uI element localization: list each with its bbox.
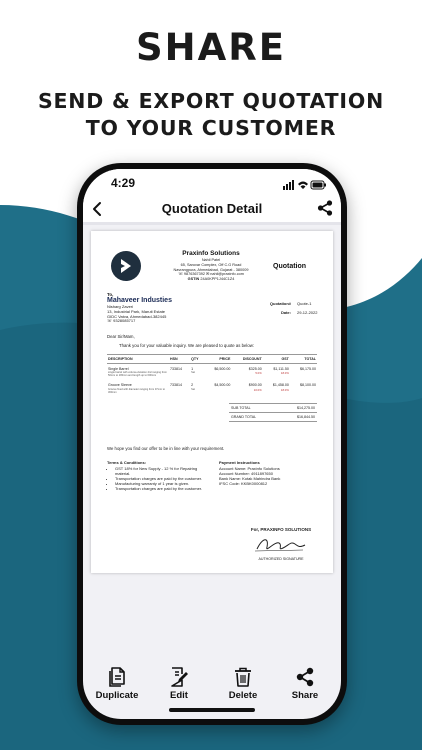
payment-block bbox=[219, 460, 319, 486]
item-gst-pct: 18.0% bbox=[280, 387, 289, 392]
item-unit: Set bbox=[191, 387, 195, 391]
col-description: DESCRIPTION bbox=[107, 355, 169, 364]
company-info bbox=[151, 250, 271, 282]
quotation-date: 29-12-2022 bbox=[297, 310, 318, 315]
col-discount: DISCOUNT bbox=[231, 355, 262, 364]
col-gst: GST bbox=[263, 355, 290, 364]
item-discount: $325.00 bbox=[248, 367, 262, 372]
signature-scribble-icon bbox=[253, 535, 309, 555]
quotation-number: Quote-1 bbox=[297, 301, 312, 306]
signal-wifi-battery-icon bbox=[283, 180, 327, 190]
delete-label: Delete bbox=[228, 690, 258, 701]
page-title: Quotation Detail bbox=[161, 201, 263, 216]
item-hsn: 733814 bbox=[170, 383, 182, 388]
customer-contact: Nisharg Zaveri bbox=[107, 304, 134, 309]
salutation: Dear Sir/Mam, bbox=[107, 334, 135, 339]
signature-block bbox=[241, 527, 321, 562]
item-gst-pct: 18.0% bbox=[280, 371, 289, 376]
totals bbox=[229, 403, 317, 422]
col-hsn: HSN bbox=[169, 355, 190, 364]
item-price: $4,500.00 bbox=[214, 383, 231, 388]
headline-title: SHARE bbox=[135, 26, 286, 69]
grand-total-row bbox=[229, 412, 317, 422]
payment-title: Payment Instructions bbox=[219, 460, 260, 465]
customer-block bbox=[107, 292, 172, 324]
payment-line: IFSC Code: KKBK0000812 bbox=[219, 481, 268, 486]
edit-icon bbox=[170, 667, 188, 687]
company-contact: Nahil Patel bbox=[201, 258, 221, 262]
item-name: Groove Sleeve bbox=[108, 383, 132, 388]
terms-item: • Manufacturing warranty of 1 year is given. bbox=[115, 481, 202, 486]
item-qty: 1 bbox=[191, 367, 194, 372]
subtotal-value: $14,275.00 bbox=[297, 406, 315, 410]
home-indicator bbox=[169, 708, 255, 712]
signature-label: AUTHORIZED SIGNATURE bbox=[258, 557, 304, 561]
customer-name: Mahaveer Industies bbox=[107, 297, 172, 304]
payment-line: Account Name: Praxinfo Solutions bbox=[219, 466, 280, 471]
status-time: 4:29 bbox=[111, 176, 136, 190]
item-discount: $900.00 bbox=[248, 383, 262, 388]
edit-button[interactable] bbox=[151, 667, 207, 701]
headline-subtitle-line1: SEND & EXPORT QUOTATION bbox=[37, 89, 385, 113]
company-logo bbox=[111, 251, 141, 281]
subtotal-row bbox=[229, 403, 317, 412]
edit-label: Edit bbox=[170, 690, 188, 701]
share-icon[interactable] bbox=[317, 200, 333, 221]
item-discount-pct: 10.0% bbox=[253, 387, 262, 392]
subtotal-label: SUB TOTAL bbox=[231, 406, 251, 410]
company-phone-email: ☏ 9876367392 ✉ nahil@praxinfo.com bbox=[178, 272, 244, 277]
items-table bbox=[107, 354, 317, 397]
grand-total-label: GRAND TOTAL bbox=[231, 415, 257, 419]
signature-for: For, PRAXINFO SOLUTIONS bbox=[250, 527, 312, 532]
payment-line: Account Number: 4911897650 bbox=[219, 471, 273, 476]
gstin-label: GSTIN bbox=[187, 277, 200, 282]
share-button[interactable] bbox=[277, 667, 333, 701]
item-hsn: 733814 bbox=[170, 367, 182, 372]
phone-frame bbox=[77, 163, 347, 725]
item-qty: 2 bbox=[191, 383, 194, 388]
company-name: Praxinfo Solutions bbox=[182, 250, 240, 257]
item-total: $6,175.00 bbox=[300, 367, 316, 372]
item-gst: $1,111.50 bbox=[273, 367, 289, 372]
duplicate-button[interactable] bbox=[89, 667, 145, 701]
col-total: TOTAL bbox=[290, 355, 317, 364]
bottom-toolbar bbox=[83, 637, 341, 719]
item-note: single barrel with volume-duration 4ml ranging from 50mm to 180mm and length up to 600mm bbox=[108, 371, 167, 378]
customer-address-1: 13, Industrial Park, Maruti Estate bbox=[107, 308, 166, 314]
headline bbox=[0, 26, 422, 142]
terms-title: Terms & Conditions: bbox=[107, 460, 147, 465]
company-address-1: 65, Sarovar Complex, Off C.G Road bbox=[180, 262, 242, 267]
terms-block bbox=[107, 460, 202, 491]
logo-mark-icon bbox=[119, 258, 133, 274]
quotation-document[interactable] bbox=[91, 231, 333, 573]
intro-text: Thank you for your valuable inquiry. We are pleased to quote as below: bbox=[119, 343, 255, 348]
customer-phone: ☏ 9328085717 bbox=[107, 318, 136, 324]
duplicate-icon bbox=[108, 667, 126, 687]
grand-total-value: $16,844.50 bbox=[297, 415, 315, 419]
customer-address-2: GIDC Vatva, Ahmedabad-382445 bbox=[107, 313, 167, 319]
item-gst: $1,458.00 bbox=[272, 383, 289, 388]
item-name: Single Barrel bbox=[108, 367, 129, 372]
terms-item: • Transportation charges are paid by the customer. bbox=[115, 476, 202, 481]
item-discount-pct: 5.0% bbox=[255, 371, 262, 376]
company-address-2: Navrangpura, Ahmedabad, Gujarat - 380009 bbox=[173, 267, 249, 272]
headline-subtitle-line2: TO YOUR CUSTOMER bbox=[85, 116, 337, 140]
col-price: PRICE bbox=[204, 355, 231, 364]
quotation-number-label: Quotation# bbox=[269, 301, 291, 306]
date-label: Date: bbox=[280, 310, 291, 315]
document-title: Quotation bbox=[273, 263, 307, 270]
status-bar bbox=[83, 169, 341, 195]
nav-bar bbox=[83, 195, 341, 225]
delete-button[interactable] bbox=[215, 667, 271, 701]
terms-item: • GST 18% for New Supply - 12 % for Repairing material. bbox=[115, 466, 202, 476]
to-label: To, bbox=[107, 292, 114, 297]
item-unit: Set bbox=[191, 371, 195, 375]
item-note: Groove fixed with diameter ranging from 37mm to 300mm bbox=[108, 387, 165, 394]
table-row bbox=[107, 364, 317, 381]
share-label: Share bbox=[291, 690, 319, 701]
share-icon bbox=[296, 667, 314, 687]
status-icons bbox=[283, 177, 327, 195]
col-qty: QTY bbox=[190, 355, 204, 364]
quotation-meta bbox=[251, 299, 317, 317]
item-total: $8,100.00 bbox=[300, 383, 316, 388]
item-price: $6,500.00 bbox=[214, 367, 231, 372]
closing-text: We hope you find our offer to be in line with your requirement. bbox=[107, 446, 225, 451]
table-row bbox=[107, 380, 317, 396]
gstin-value: 24A0KPP1J44C1Z4 bbox=[200, 277, 235, 282]
duplicate-label: Duplicate bbox=[95, 690, 139, 701]
terms-item: • Transportation charges are paid by the customer. bbox=[115, 486, 202, 491]
phone-screen bbox=[83, 169, 341, 719]
trash-icon bbox=[234, 667, 252, 687]
payment-line: Bank Name: Kotak Mahindra Bank bbox=[219, 476, 281, 481]
